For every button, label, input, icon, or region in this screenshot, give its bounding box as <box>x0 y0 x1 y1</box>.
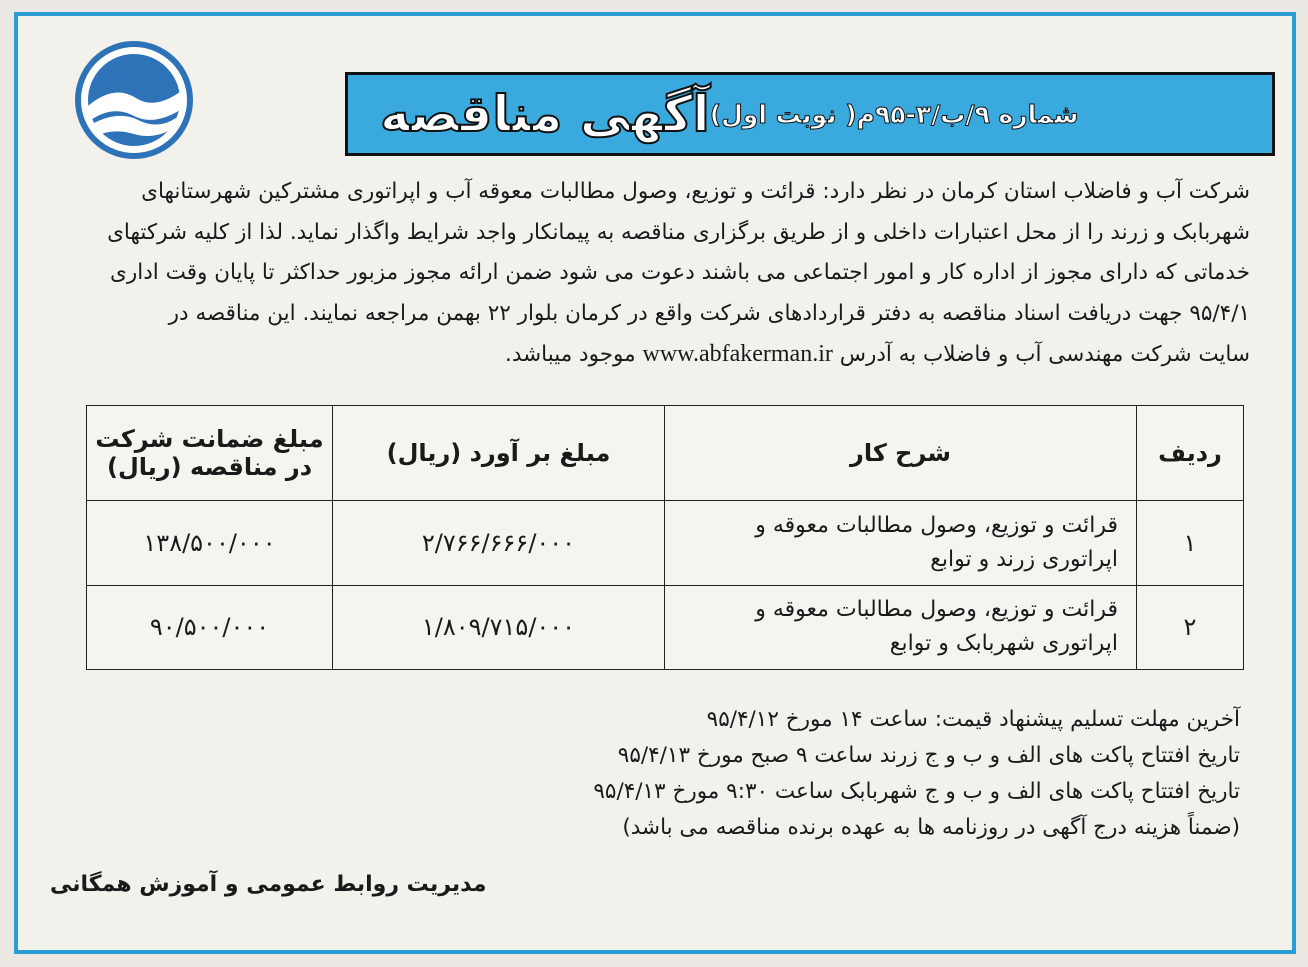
tender-number: شماره ۹/ب/۳-۹۵م( نوبت اول) <box>709 99 1079 129</box>
body-line-with-url <box>60 334 1250 376</box>
page-title: آگهی مناقصه <box>380 85 710 143</box>
title-banner <box>345 72 1275 156</box>
row-description: قرائت و توزیع، وصول مطالبات معوقه و اپراتوری زرند و توابع <box>665 501 1137 586</box>
row-estimate: ۲/۷۶۶/۶۶۶/۰۰۰ <box>333 501 665 586</box>
table-row <box>87 501 1244 586</box>
row-description: قرائت و توزیع، وصول مطالبات معوقه و اپراتوری شهربابک و توابع <box>665 585 1137 670</box>
body-line: ۹۵/۴/۱ جهت دریافت اسناد مناقصه به دفتر قراردادهای شرکت واقع در کرمان بلوار ۲۲ بهمن مراجعه نمایند. این مناقصه در <box>168 300 1250 326</box>
announcement-body <box>60 172 1250 376</box>
advertising-cost-note: (ضمناً هزینه درج آگهی در روزنامه ها به عهده برنده مناقصه می باشد) <box>622 815 1240 840</box>
dates-section <box>60 702 1240 846</box>
opening-date-zarand: تاریخ افتتاح پاکت های الف و ب و ج زرند ساعت ۹ صبح مورخ ۹۵/۴/۱۳ <box>617 743 1240 768</box>
header-description: شرح کار <box>665 406 1137 501</box>
row-guarantee: ۹۰/۵۰۰/۰۰۰ <box>87 585 333 670</box>
opening-date-shahrbabak: تاریخ افتتاح پاکت های الف و ب و ج شهربابک ساعت ۹:۳۰ مورخ ۹۵/۴/۱۳ <box>593 779 1240 804</box>
body-text-post-url: موجود میباشد. <box>505 342 636 367</box>
row-estimate: ۱/۸۰۹/۷۱۵/۰۰۰ <box>333 585 665 670</box>
water-company-logo-icon <box>74 40 194 160</box>
row-number: ۲ <box>1137 585 1244 670</box>
row-guarantee: ۱۳۸/۵۰۰/۰۰۰ <box>87 501 333 586</box>
row-number: ۱ <box>1137 501 1244 586</box>
website-link[interactable]: www.abfakerman.ir <box>642 341 833 367</box>
header-estimate: مبلغ بر آورد (ریال) <box>333 406 665 501</box>
body-line: شرکت آب و فاضلاب استان کرمان در نظر دارد: قرائت و توزیع، وصول مطالبات معوقه آب و اپراتوری مشترکین شهرستانهای <box>141 179 1250 204</box>
header-row-number: ردیف <box>1137 406 1244 501</box>
submission-deadline: آخرین مهلت تسلیم پیشنهاد قیمت: ساعت ۱۴ مورخ ۹۵/۴/۱۲ <box>706 707 1240 732</box>
table-header-row <box>87 406 1244 501</box>
table-row <box>87 585 1244 670</box>
body-line: شهربابک و زرند را از محل اعتبارات داخلی و از طریق برگزاری مناقصه به پیمانکار واجد شرایط واگذار نماید. لذا از کلیه شرکتهای <box>107 219 1250 245</box>
body-line: خدماتی که دارای مجوز از اداره کار و امور اجتماعی می باشند دعوت می شود ضمن ارائه مجوز مزبور حداکثر تا پایان وقت اداری <box>110 260 1250 285</box>
header-guarantee: مبلغ ضمانت شرکت در مناقصه (ریال) <box>87 406 333 501</box>
tender-table <box>86 405 1244 670</box>
signature: مدیریت روابط عمومی و آموزش همگانی <box>50 872 487 897</box>
body-text-pre-url: سایت شرکت مهندسی آب و فاضلاب به آدرس <box>839 342 1250 367</box>
